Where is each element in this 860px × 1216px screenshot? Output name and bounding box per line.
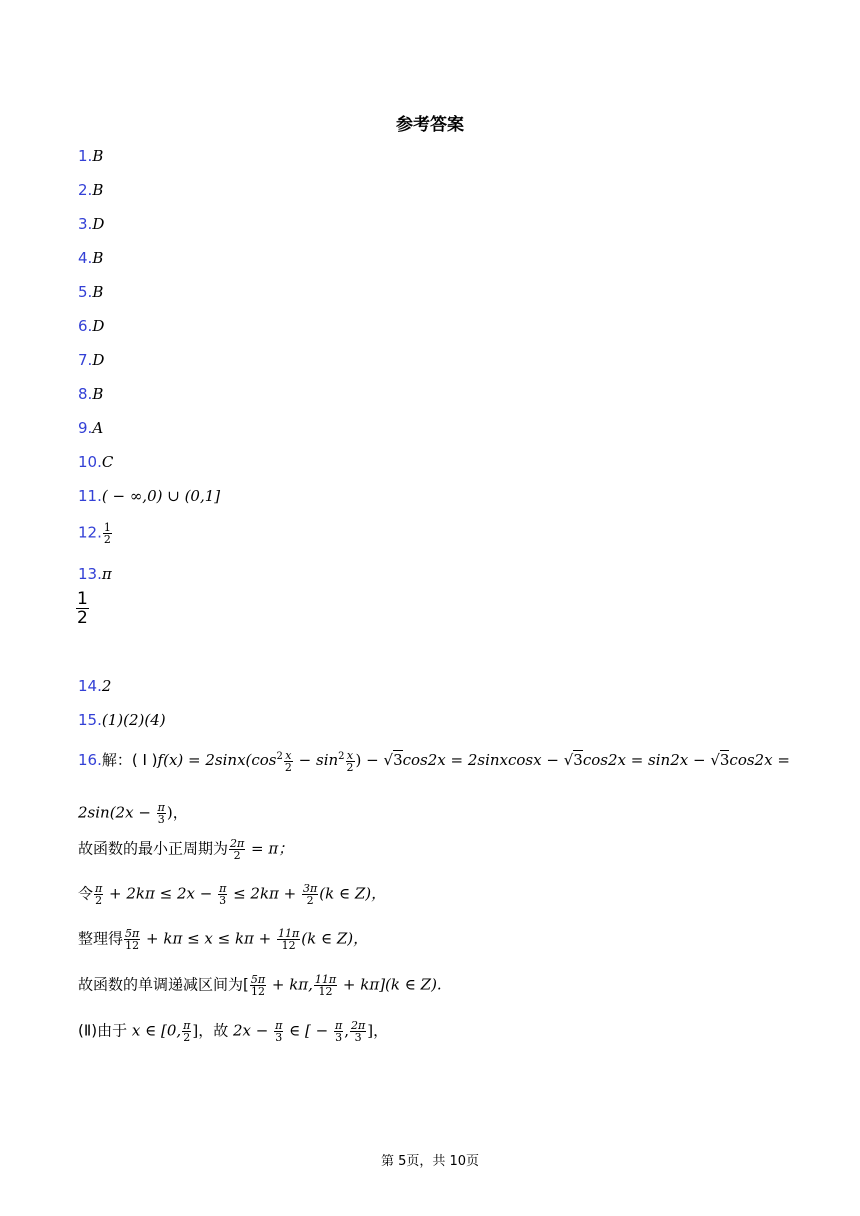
answer-item	[78, 384, 103, 404]
answer-item	[78, 486, 220, 506]
solution-line-6: 故函数的单调递减区间为[ $\frac{5\pi}{12}$ + kπ, $\frac{11\pi}{12}$ + kπ](k ∈ Z).	[78, 973, 442, 998]
solution-line-1: ( Ⅰ )$f(x) = 2\sin x(\cos^2$ $\frac{x}{2}$ − $\sin^2$ $\frac{x}{2}$ ) − √3cos2x = 2sinxcosx − √3cos2x = sin2x − √3cos2x =	[131, 748, 790, 774]
page-footer: 第 5页，共 10页	[380, 1154, 480, 1169]
answer-number: 3.	[78, 215, 93, 233]
answer-number: 9.	[78, 419, 93, 437]
solution-line-2: 2sin(2x − $\frac{\pi}{3}$ )，	[78, 801, 188, 826]
answer-item	[78, 418, 103, 438]
answer-value: B	[92, 147, 104, 165]
answer-value: B	[92, 385, 104, 403]
answer-item	[78, 522, 113, 545]
answer-value: B	[92, 249, 104, 267]
answer-value: 解：	[101, 751, 132, 769]
stray-fraction: 1 2	[77, 589, 88, 628]
solution-line-4: 令 $\frac{\pi}{2}$ + 2kπ ≤ 2x − $\frac{\pi}{3}$ ≤ 2kπ + $\frac{3\pi}{2}$ (k ∈ Z)，	[78, 882, 387, 907]
answer-item	[78, 710, 166, 730]
answer-item	[78, 180, 103, 200]
answer-item	[78, 282, 103, 302]
answer-value: D	[92, 317, 105, 335]
answer-item	[78, 248, 103, 268]
answer-value: (1)(2)(4)	[101, 711, 166, 729]
answer-value: B	[92, 283, 104, 301]
answer-value: D	[92, 351, 105, 369]
answer-number: 8.	[78, 385, 93, 403]
answer-value: B	[92, 181, 104, 199]
answer-number: 1.	[78, 147, 93, 165]
answer-value: C	[101, 453, 114, 471]
answer-number: 6.	[78, 317, 93, 335]
answer-number: 7.	[78, 351, 93, 369]
answer-number: 16.	[78, 751, 102, 769]
answer-value: ( − ∞,0) ∪ (0,1]	[101, 487, 221, 505]
answer-value: π	[101, 565, 112, 583]
answer-number: 11.	[78, 487, 102, 505]
answer-item	[78, 452, 113, 472]
answer-item	[78, 747, 790, 773]
answer-item	[78, 316, 104, 336]
answer-number: 4.	[78, 249, 93, 267]
answer-number: 2.	[78, 181, 93, 199]
solution-line-5: 整理得 $\frac{5\pi}{12}$ + kπ ≤ x ≤ kπ + $\frac{11\pi}{12}$ (k ∈ Z)，	[78, 927, 369, 952]
answer-value: 2	[101, 677, 112, 695]
answer-number: 15.	[78, 711, 102, 729]
answer-value: D	[92, 215, 105, 233]
page-title: 参考答案	[396, 115, 464, 135]
answer-value: A	[92, 419, 104, 437]
answer-item	[78, 676, 111, 696]
answer-item	[78, 214, 104, 234]
answer-item	[78, 350, 104, 370]
answer-item	[78, 564, 112, 584]
answer-number: 5.	[78, 283, 93, 301]
solution-line-3: 故函数的最小正周期为 $\frac{2\pi}{2}$ = π；	[78, 837, 294, 862]
answer-number: 13.	[78, 565, 102, 583]
answer-number: 10.	[78, 453, 102, 471]
solution-line-7: (Ⅱ)由于 x ∈ [0, $\frac{\pi}{2}$ ]，故 2x − $\frac{\pi}{3}$ ∈ [ − $\frac{\pi}{3}$ , $\frac{2\pi}{3}$ ]，	[78, 1019, 389, 1044]
answer-item	[78, 146, 103, 166]
answer-number: 12.	[78, 523, 102, 542]
answer-fraction: $\frac{1}{2}$	[103, 521, 111, 546]
answer-number: 14.	[78, 677, 102, 695]
